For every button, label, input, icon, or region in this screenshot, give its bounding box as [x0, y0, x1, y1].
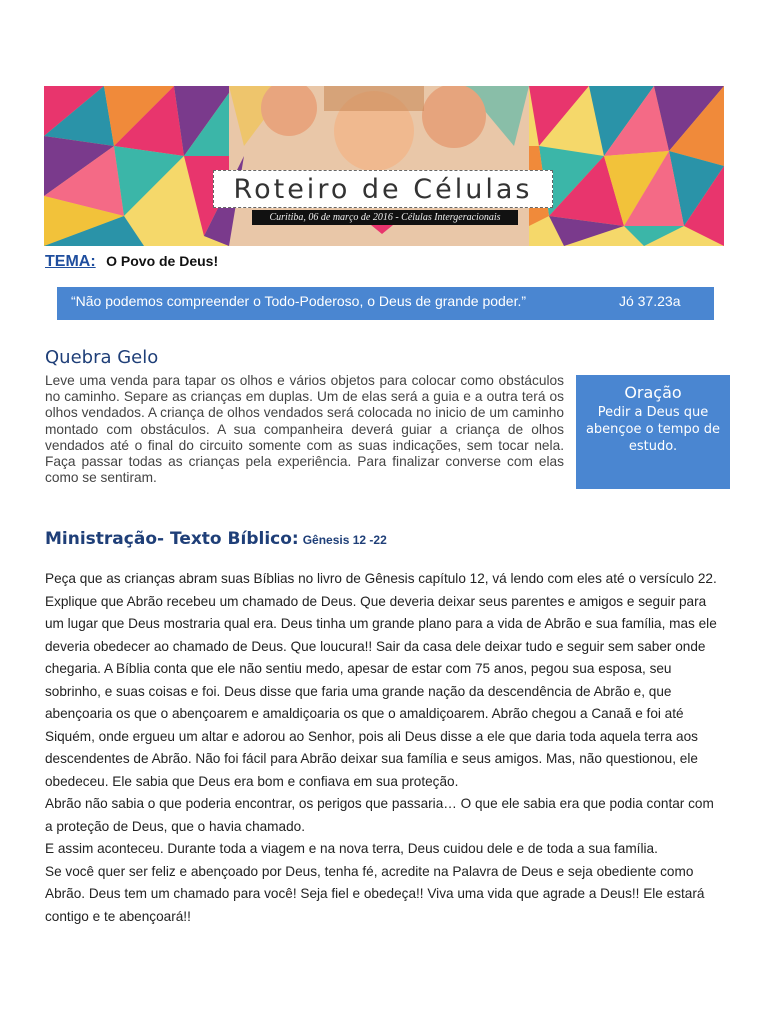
ministry-paragraph: Abrão não sabia o que poderia encontrar, os perigos que passaria… O que ele sabia era que podia contar com a proteção de Deus, que o havia chamado.: [45, 796, 714, 834]
header-banner: [44, 86, 724, 246]
banner-arrow-shape: [371, 225, 393, 234]
theme-line: [45, 253, 218, 271]
icebreaker-text: Leve uma venda para tapar os olhos e vários objetos para colocar como obstáculos no caminho. Separe as crianças em duplas. Um de elas será a guia e a outra terá os olhos vendados. A criança de olhos vendados será colocada no inicio de um caminho montado com obstáculos. A sua companheira deverá guiar a criança de olhos vendados até o final do circuito somente com as suas indicações, sem tocar nela. Faça passar todas as crianças pela experiência. Para finalizar converse com elas como se sentiram.: [45, 373, 564, 486]
ministry-paragraph: Peça que as crianças abram suas Bíblias no livro de Gênesis capítulo 12, vá lendo com eles até o versículo 22. Explique que Abrão recebeu um chamado de Deus. Que deveria deixar seus parentes e amigos e seguir para um lugar que Deus mostraria qual era. Deus tinha um grande plano para a vida de Abrão e sua família, mas ele deveria obedecer ao chamado de Deus. Que loucura!! Sair da casa dele deixar tudo e seguir sem saber onde chegaria. A Bíblia conta que ele não sentiu medo, apesar de estar com 75 anos, pegou sua esposa, seu sobrinho, e suas coisas e foi. Deus disse que faria uma grande nação da descendência de Abrão e, que abençoaria os que o abençoarem e amaldiçoaria os que o amaldiçoarem. Abrão chegou a Canaã e foi até Siquém, onde ergueu um altar e adorou ao Senhor, pois ali Deus disse a ele que daria toda aquela terra aos descendentes de Abrão. Não foi fácil para Abrão deixar sua família e seus amigos. Mas, não questionou, ele obedeceu. Ele sabia que Deus era bom e confiava em sua proteção.: [45, 571, 717, 789]
theme-label: TEMA:: [45, 253, 96, 270]
ministry-body: [45, 568, 725, 928]
ministry-paragraph: Se você quer ser feliz e abençoado por Deus, tenha fé, acredite na Palavra de Deus e seja obediente como Abrão. Deus tem um chamado para você! Seja fiel e obedeça!! Viva uma vida que agrade a Deus!! Ele estará contigo e te abençoará!!: [45, 863, 705, 924]
ministry-reference: Gênesis 12 -22: [302, 533, 387, 547]
ministry-heading: Ministração- Texto Bíblico: Gênesis 12 -22: [45, 529, 387, 549]
key-verse-reference: Jó 37.23a: [619, 293, 681, 309]
prayer-text: Pedir a Deus que abençoe o tempo de estudo.: [585, 405, 721, 454]
theme-value: O Povo de Deus!: [106, 253, 219, 269]
key-verse-box: [57, 287, 714, 320]
banner-subtitle: Curitiba, 06 de março de 2016 - Células Intergeracionais: [252, 210, 518, 225]
key-verse-text: “Não podemos compreender o Todo-Poderoso, o Deus de grande poder.”: [71, 293, 527, 309]
icebreaker-heading: Quebra Gelo: [45, 347, 159, 368]
banner-title: Roteiro de Células: [233, 173, 533, 205]
prayer-box: [576, 375, 730, 489]
banner-title-box: [213, 170, 553, 208]
ministry-paragraph: E assim aconteceu. Durante toda a viagem e na nova terra, Deus cuidou dele e de toda a sua família.: [45, 841, 658, 856]
ministry-title: Ministração- Texto Bíblico: [45, 529, 292, 549]
prayer-title: Oração: [624, 383, 682, 402]
